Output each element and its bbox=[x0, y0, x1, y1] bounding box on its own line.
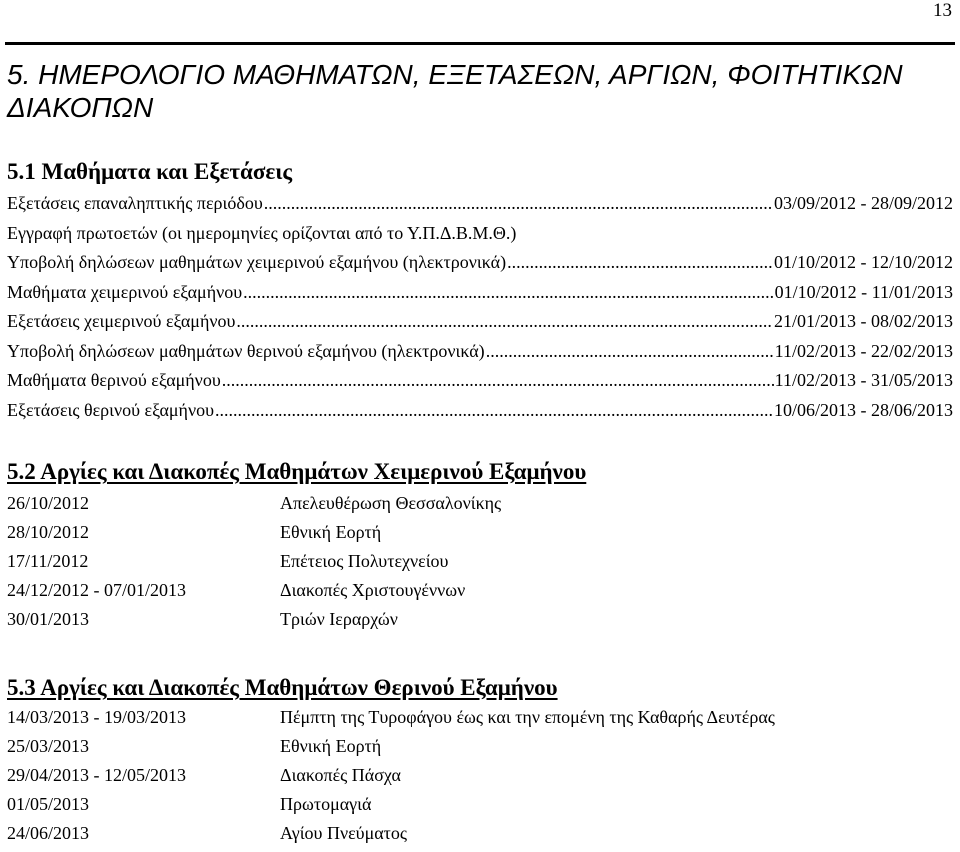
dot-leader bbox=[215, 400, 773, 421]
schedule-label: Εγγραφή πρωτοετών (οι ημερομηνίες ορίζονται από το Υ.Π.Δ.Β.Μ.Θ.) bbox=[7, 222, 517, 243]
list-item bbox=[7, 794, 947, 823]
schedule-label: Υποβολή δηλώσεων μαθημάτων θερινού εξαμήνου (ηλεκτρονικά) bbox=[7, 340, 485, 361]
chapter-title: 5. ΗΜΕΡΟΛΟΓΙΟ ΜΑΘΗΜΑΤΩΝ, ΕΞΕΤΑΣΕΩΝ, ΑΡΓΙΩΝ, ΦΟΙΤΗΤΙΚΩΝ ΔΙΑΚΟΠΩΝ bbox=[7, 59, 903, 123]
schedule-row bbox=[7, 311, 953, 341]
schedule-label: Μαθήματα θερινού εξαμήνου bbox=[7, 370, 221, 390]
holiday-date: 30/01/2013 bbox=[7, 609, 90, 629]
holiday-date: 25/03/2013 bbox=[7, 736, 90, 756]
holiday-date: 28/10/2012 bbox=[7, 522, 90, 542]
schedule-list bbox=[7, 193, 953, 429]
holiday-date: 24/12/2012 - 07/01/2013 bbox=[7, 580, 186, 600]
list-item bbox=[7, 580, 947, 609]
schedule-row bbox=[7, 252, 953, 282]
dot-leader bbox=[264, 193, 773, 214]
holiday-name: Αγίου Πνεύματος bbox=[280, 823, 408, 843]
schedule-row bbox=[7, 193, 953, 223]
holiday-date: 24/06/2013 bbox=[7, 823, 90, 843]
holiday-date: 29/04/2013 - 12/05/2013 bbox=[7, 765, 186, 785]
holiday-name: Διακοπές Χριστουγέννων bbox=[280, 580, 466, 600]
dot-leader bbox=[243, 282, 774, 303]
list-item bbox=[7, 551, 947, 580]
list-item bbox=[7, 707, 947, 736]
holiday-name: Εθνική Εορτή bbox=[280, 736, 382, 756]
schedule-row bbox=[7, 400, 953, 430]
schedule-dates: 21/01/2013 - 08/02/2013 bbox=[774, 311, 953, 331]
schedule-label: Υποβολή δηλώσεων μαθημάτων χειμερινού εξαμήνου (ηλεκτρονικά) bbox=[7, 252, 507, 272]
schedule-label: Εξετάσεις επαναληπτικής περιόδου bbox=[7, 193, 263, 213]
section-heading-winter-holidays: 5.2 Αργίες και Διακοπές Μαθημάτων Χειμερινού Εξαμήνου bbox=[7, 459, 587, 484]
holiday-date: 17/11/2012 bbox=[7, 551, 89, 571]
holiday-name: Εθνική Εορτή bbox=[280, 522, 382, 542]
list-item bbox=[7, 736, 947, 765]
schedule-row bbox=[7, 341, 953, 371]
schedule-label: Εξετάσεις χειμερινού εξαμήνου bbox=[7, 311, 236, 331]
dot-leader bbox=[236, 311, 773, 332]
dot-leader bbox=[507, 252, 773, 273]
dot-leader bbox=[222, 370, 774, 391]
holiday-name: Πέμπτη της Τυροφάγου έως και την επομένη της Καθαρής Δευτέρας bbox=[280, 707, 775, 727]
holiday-date: 01/05/2013 bbox=[7, 794, 90, 814]
list-item bbox=[7, 493, 947, 522]
holiday-date: 26/10/2012 bbox=[7, 493, 90, 513]
holiday-name: Απελευθέρωση Θεσσαλονίκης bbox=[280, 493, 502, 513]
list-item bbox=[7, 823, 947, 852]
schedule-dates: 10/06/2013 - 28/06/2013 bbox=[774, 399, 953, 420]
holiday-name: Επέτειος Πολυτεχνείου bbox=[280, 551, 449, 571]
holiday-date: 14/03/2013 - 19/03/2013 bbox=[7, 707, 186, 727]
schedule-label: Εξετάσεις θερινού εξαμήνου bbox=[7, 399, 214, 420]
winter-holiday-list bbox=[7, 493, 947, 638]
schedule-row bbox=[7, 223, 953, 253]
list-item bbox=[7, 522, 947, 551]
holiday-name: Πρωτομαγιά bbox=[280, 794, 372, 814]
section-heading-spring-holidays: 5.3 Αργίες και Διακοπές Μαθημάτων Θερινού Εξαμήνου bbox=[7, 675, 558, 700]
schedule-dates: 11/02/2013 - 31/05/2013 bbox=[774, 370, 953, 390]
spring-holiday-list bbox=[7, 707, 947, 852]
schedule-dates: 03/09/2012 - 28/09/2012 bbox=[774, 193, 953, 213]
schedule-label: Μαθήματα χειμερινού εξαμήνου bbox=[7, 281, 243, 302]
schedule-dates: 01/10/2012 - 12/10/2012 bbox=[774, 252, 953, 272]
schedule-row bbox=[7, 282, 953, 312]
dot-leader bbox=[486, 341, 774, 362]
holiday-name: Τριών Ιεραρχών bbox=[280, 609, 398, 629]
page-number: 13 bbox=[933, 0, 952, 21]
section-heading-courses-exams: 5.1 Μαθήματα και Εξετάσεις bbox=[7, 159, 293, 184]
list-item bbox=[7, 609, 947, 638]
schedule-dates: 11/02/2013 - 22/02/2013 bbox=[774, 340, 953, 361]
schedule-row bbox=[7, 370, 953, 400]
holiday-name: Διακοπές Πάσχα bbox=[280, 765, 401, 785]
header-rule bbox=[5, 42, 955, 45]
list-item bbox=[7, 765, 947, 794]
schedule-dates: 01/10/2012 - 11/01/2013 bbox=[774, 281, 953, 302]
